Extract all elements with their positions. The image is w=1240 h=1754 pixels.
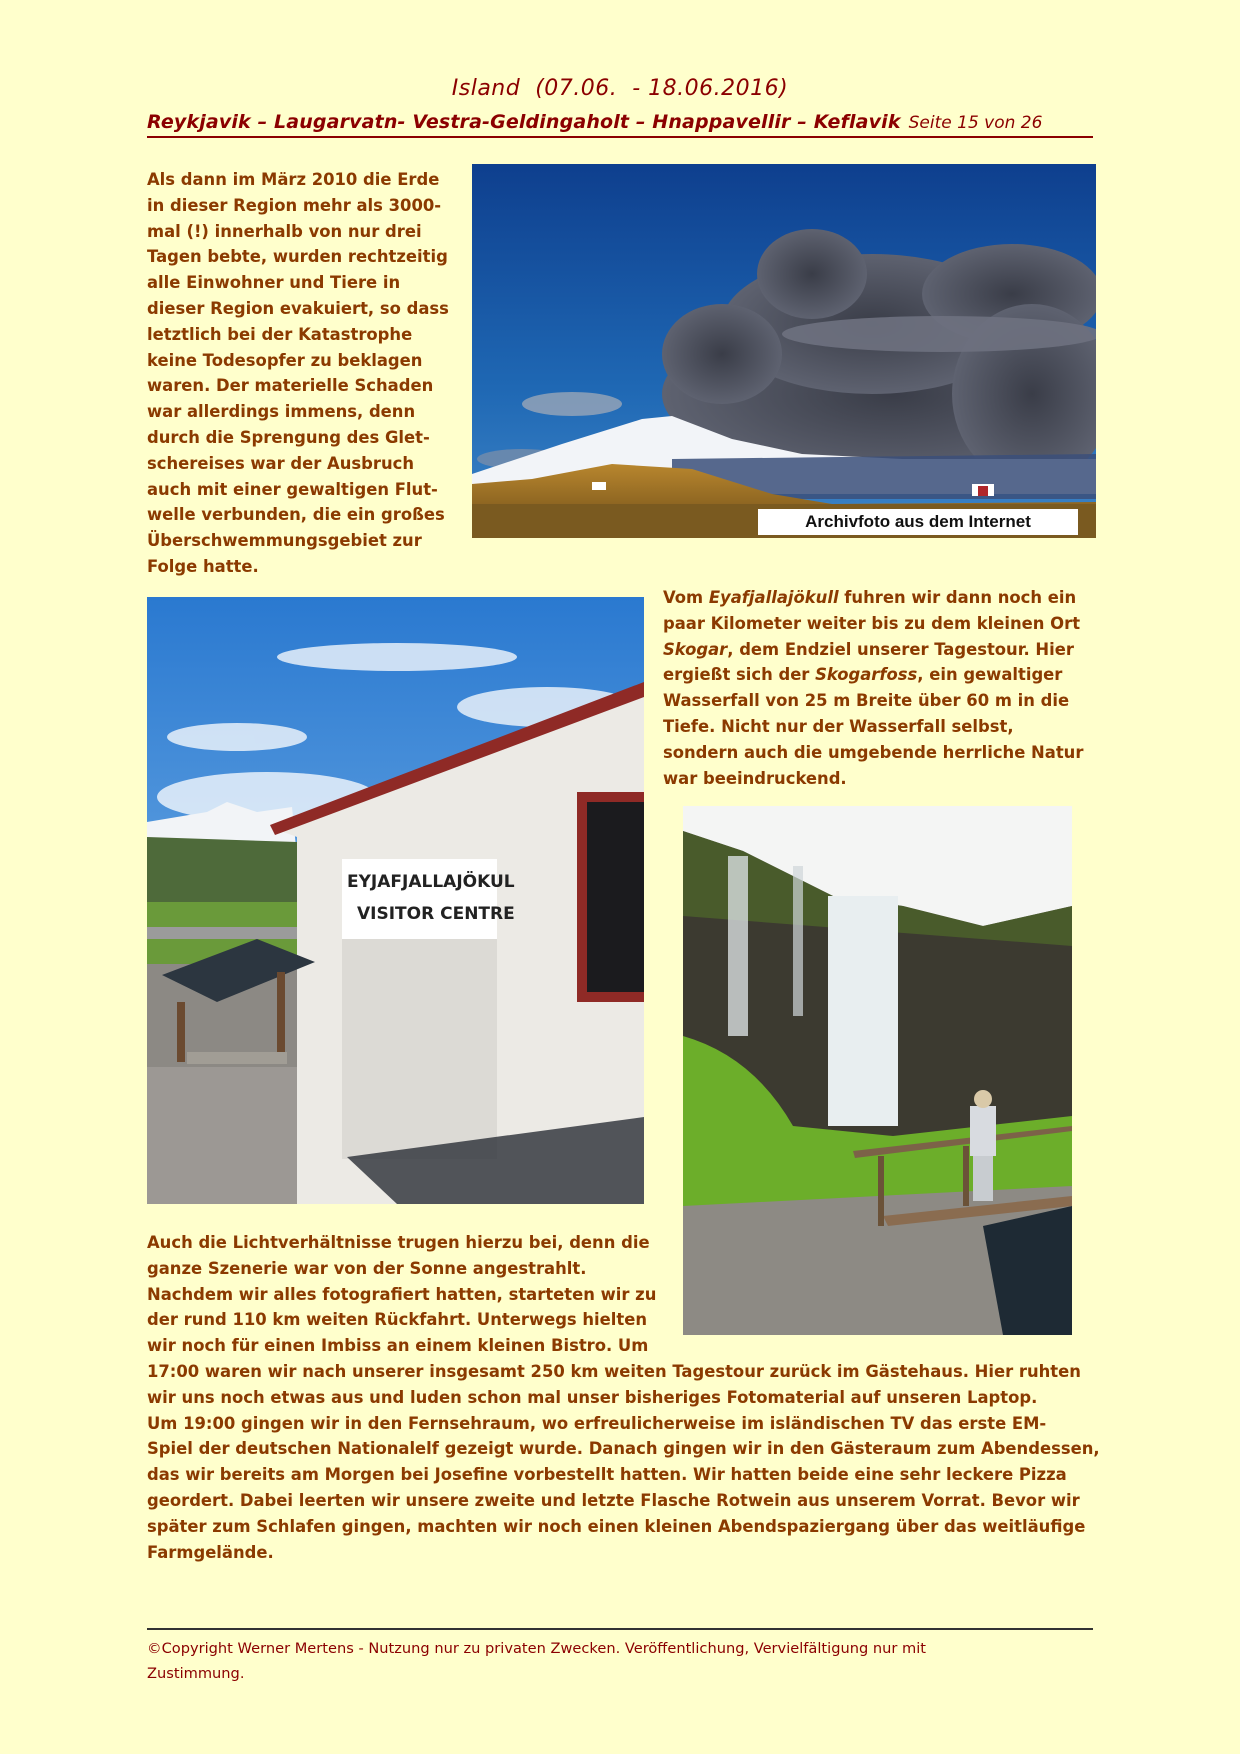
skogar-paragraph [663, 585, 1083, 791]
document-title: Island (07.06. - 18.06.2016) [451, 76, 789, 101]
footer-divider [147, 1628, 1093, 1630]
text-line: in dieser Region mehr als 3000- [147, 195, 442, 215]
text-line: Nachdem wir alles fotografiert hatten, starteten wir zu [147, 1284, 657, 1304]
text-line: Überschwemmungsgebiet zur [147, 531, 422, 551]
text-line: durch die Sprengung des Glet- [147, 427, 430, 447]
text-line: alle Einwohner und Tiere in [147, 273, 401, 293]
text-line: wir noch für einen Imbiss an einem kleinen Bistro. Um [147, 1336, 649, 1356]
route-text: Reykjavik – Laugarvatn- Vestra-Geldingaholt – Hnappavellir – Keflavik [147, 111, 901, 133]
photo-caption: Archivfoto aus dem Internet [758, 509, 1078, 535]
text-line: Skogar, dem Endziel unserer Tagestour. Hier [663, 639, 1074, 659]
text-line: geordert. Dabei leerten wir unsere zweite und letzte Flasche Rotwein aus unserem Vorrat. Bevor wir [147, 1490, 1080, 1510]
volcano-eruption-photo [472, 164, 1096, 538]
route-subtitle [147, 110, 1093, 138]
text-line: Um 19:00 gingen wir in den Fernsehraum, wo erfreulicherweise im isländischen TV das erste EM- [147, 1413, 1047, 1433]
svg-text:EYJAFJALLAJÖKUL: EYJAFJALLAJÖKUL [347, 872, 515, 892]
text-line: sondern auch die umgebende herrliche Natur [663, 742, 1084, 762]
text-line: Als dann im März 2010 die Erde [147, 170, 440, 189]
text-line: auch mit einer gewaltigen Flut- [147, 479, 438, 499]
copyright-line: ©Copyright Werner Mertens - Nutzung nur zu privaten Zwecken. Veröffentlichung, Vervielfältigung nur mit [147, 1640, 926, 1657]
text-line: 17:00 waren wir nach unserer insgesamt 250 km weiten Tagestour zurück im Gästehaus. Hier ruhten [147, 1361, 1081, 1381]
text-line: Spiel der deutschen Nationalelf gezeigt wurde. Danach gingen wir in den Gästeraum zum Abendessen, [147, 1439, 1100, 1459]
intro-paragraph [147, 167, 449, 580]
text-line: welle verbunden, die ein großes [147, 505, 445, 525]
text-line: Auch die Lichtverhältnisse trugen hierzu bei, denn die [147, 1233, 650, 1252]
text-line: keine Todesopfer zu beklagen [147, 350, 423, 370]
text-line: Vom Eyafjallajökull fuhren wir dann noch ein [663, 588, 1077, 607]
text-line: schereises war der Ausbruch [147, 453, 415, 473]
text-line: später zum Schlafen gingen, machten wir noch einen kleinen Abendspaziergang über das weitläufige [147, 1516, 1086, 1536]
text-line: dieser Region evakuiert, so dass [147, 298, 449, 318]
text-line: ergießt sich der Skogarfoss, ein gewaltiger [663, 665, 1063, 685]
closing-paragraph [147, 1230, 1100, 1565]
text-line: waren. Der materielle Schaden [147, 376, 434, 396]
copyright-line: Zustimmung. [147, 1665, 245, 1682]
text-line: Folge hatte. [147, 556, 259, 576]
page-number: Seite 15 von 26 [908, 113, 1043, 133]
text-line: letztlich bei der Katastrophe [147, 324, 413, 344]
text-line: war beeindruckend. [663, 768, 847, 788]
text-line: war allerdings immens, denn [147, 402, 416, 422]
visitor-centre-illustration [147, 597, 644, 1204]
visitor-centre-photo [147, 597, 644, 1204]
text-line: der rund 110 km weiten Rückfahrt. Unterwegs hielten [147, 1310, 648, 1330]
svg-text:VISITOR CENTRE: VISITOR CENTRE [357, 904, 515, 924]
text-line: mal (!) innerhalb von nur drei [147, 221, 422, 241]
copyright-footer [147, 1636, 926, 1686]
text-line: Tagen bebte, wurden rechtzeitig [147, 247, 448, 267]
volcano-illustration [472, 164, 1096, 538]
text-line: Farmgelände. [147, 1542, 274, 1562]
place-name: Skogar [663, 639, 728, 659]
text-line: das wir bereits am Morgen bei Josefine vorbestellt hatten. Wir hatten beide eine sehr leckere Pizza [147, 1465, 1067, 1485]
text-line: paar Kilometer weiter bis zu dem kleinen Ort [663, 613, 1081, 633]
text-line: Wasserfall von 25 m Breite über 60 m in die [663, 691, 1070, 711]
text-line: wir uns noch etwas aus und luden schon mal unser bisheriges Fotomaterial auf unseren Laptop. [147, 1387, 1038, 1407]
place-name: Skogarfoss [815, 665, 918, 685]
text-line: Tiefe. Nicht nur der Wasserfall selbst, [663, 716, 1014, 736]
place-name: Eyafjallajökull [708, 588, 839, 607]
text-line: ganze Szenerie war von der Sonne angestrahlt. [147, 1258, 587, 1278]
